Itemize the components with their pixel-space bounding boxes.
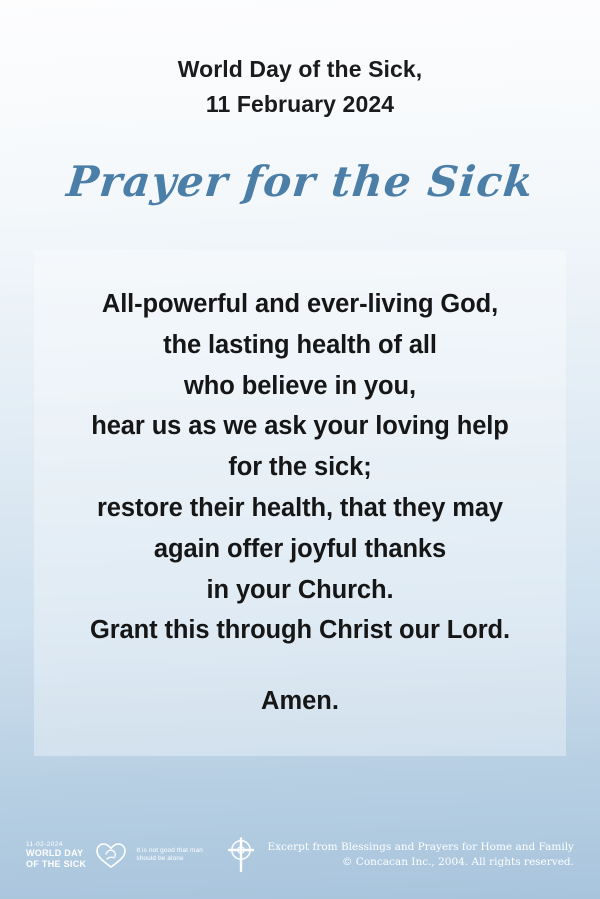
prayer-line: for the sick; (228, 453, 372, 482)
celtic-cross-icon (225, 837, 257, 873)
footer (0, 821, 600, 899)
prayer-line: in your Church. (206, 575, 394, 604)
prayer-line: who believe in you, (184, 371, 416, 400)
prayer-line: restore their health, that they may (96, 493, 504, 522)
credit-line-1: Excerpt from Blessings and Prayers for Home and Family (267, 840, 574, 853)
prayer-line: Grant this through Christ our Lord. (89, 616, 511, 645)
world-day-logo (26, 840, 210, 870)
logo-date: 11-02-2024 (26, 840, 63, 848)
prayer-amen: Amen. (261, 687, 339, 716)
credit-text (267, 840, 574, 870)
prayer-line: hear us as we ask your loving help (91, 412, 509, 441)
credit-block (225, 837, 574, 873)
heart-hands-icon (94, 840, 128, 870)
prayer-panel (34, 250, 566, 756)
logo-name-line-2: OF THE SICK (26, 858, 87, 869)
page-heading (178, 52, 423, 121)
prayer-line: the lasting health of all (163, 330, 437, 359)
prayer-line: All-powerful and ever-living God, (101, 290, 499, 318)
logo-tagline: It is not good that man should be alone (136, 846, 203, 862)
page-title: Prayer for the Sick (64, 157, 536, 206)
heading-line-2: 11 February 2024 (205, 90, 395, 117)
heading-line-1: World Day of the Sick, (177, 56, 423, 82)
prayer-line: again offer joyful thanks (153, 534, 447, 563)
logo-text (26, 841, 86, 869)
logo-name-line-1: WORLD DAY (26, 848, 84, 859)
credit-line-2: © Concacan Inc., 2004. All rights reserved. (341, 856, 574, 868)
